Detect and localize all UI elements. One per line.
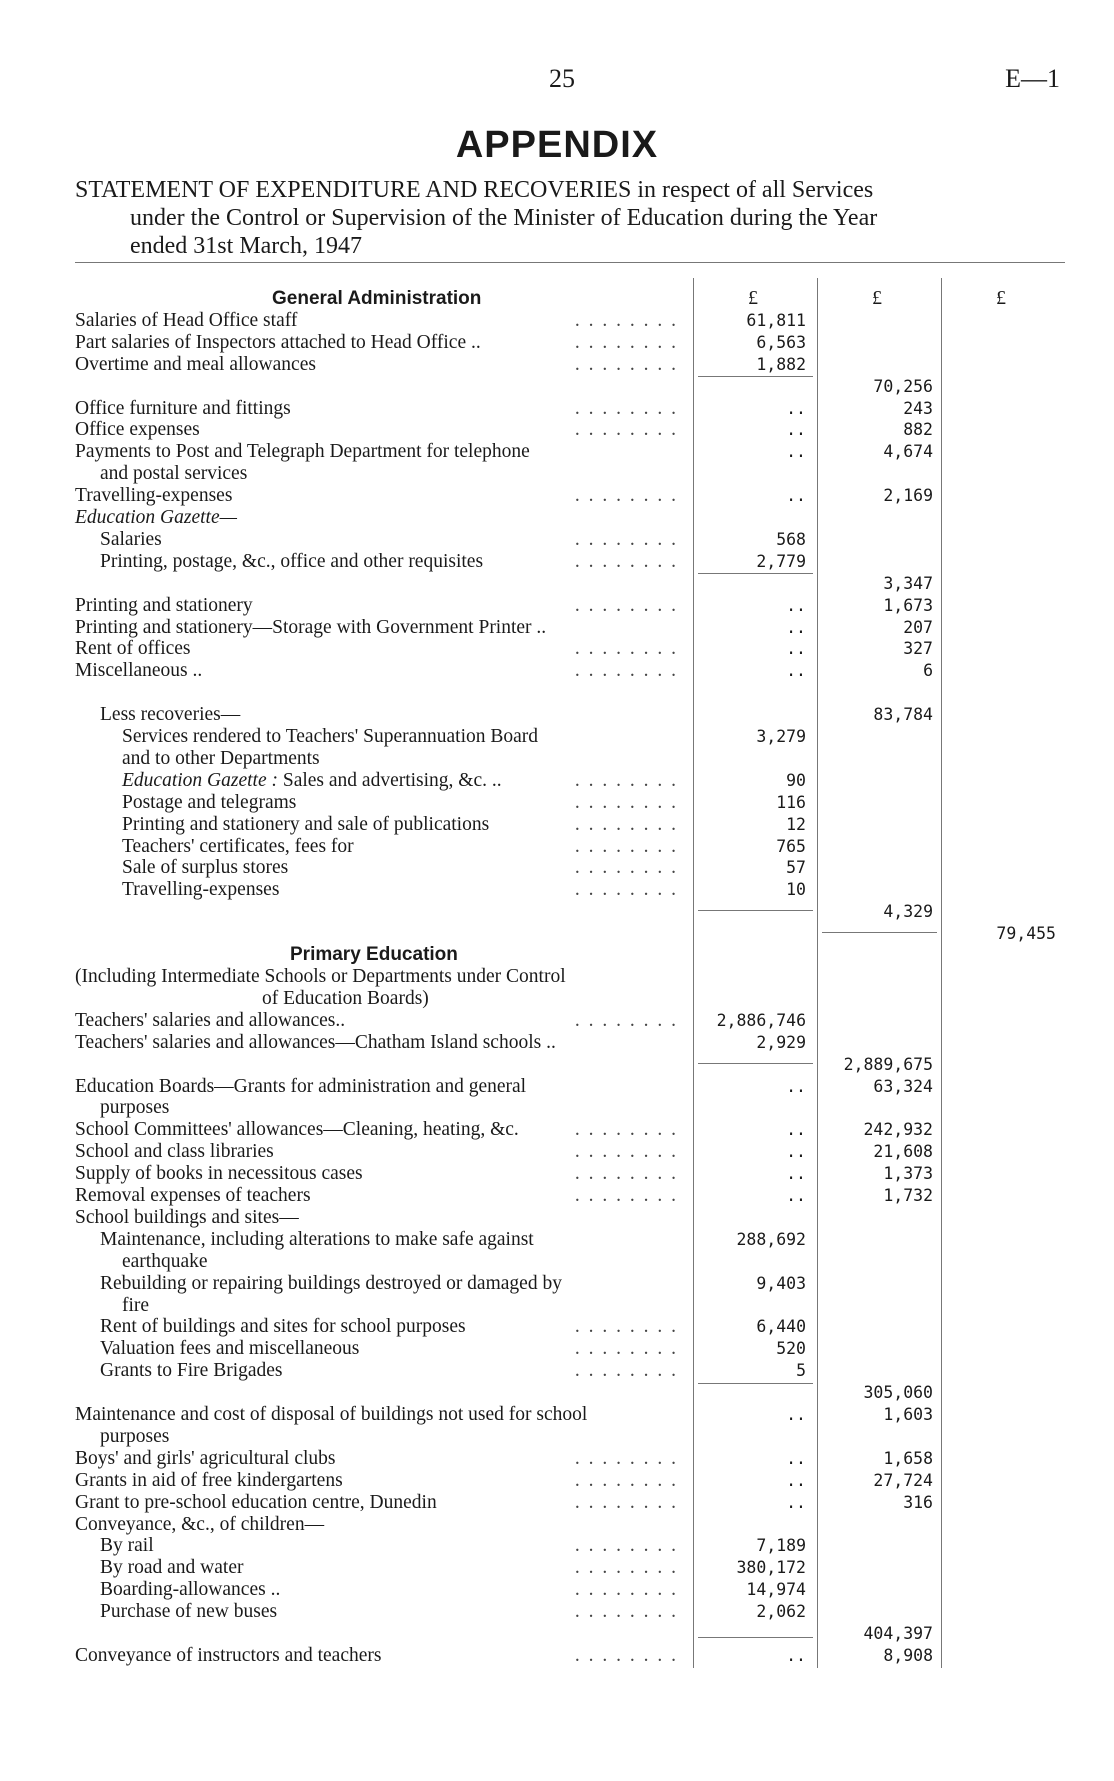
leader-dots: . . . . . . . . — [574, 1010, 678, 1031]
table-row — [0, 1470, 1114, 1492]
table-row — [0, 879, 1114, 901]
leader-dots: . . . . . . . . — [574, 551, 678, 572]
table-row — [0, 1119, 1114, 1141]
table-row — [0, 923, 1114, 945]
leader-dots: . . . . . . . . — [574, 595, 678, 616]
table-row — [0, 1251, 1114, 1273]
amount-c2: 1,603 — [883, 1405, 933, 1424]
row-label: Education Gazette : Sales and advertising, &c. .. — [122, 770, 502, 791]
amount-c1: 2,886,746 — [716, 1011, 806, 1030]
row-label: Conveyance of instructors and teachers — [75, 1645, 382, 1666]
row-label: and to other Departments — [122, 748, 320, 769]
table-row — [0, 836, 1114, 858]
leader-dots: . . . . . . . . — [574, 792, 678, 813]
table-row — [0, 1295, 1114, 1317]
table-row — [0, 1338, 1114, 1360]
row-label: School buildings and sites— — [75, 1207, 299, 1228]
amount-c3: 79,455 — [996, 924, 1056, 943]
table-row — [0, 332, 1114, 354]
amount-c2: 404,397 — [863, 1624, 933, 1643]
row-label: Postage and telegrams — [122, 792, 297, 813]
amount-c1: 288,692 — [736, 1230, 806, 1249]
leader-dots: . . . . . . . . — [574, 354, 678, 375]
table-row — [0, 857, 1114, 879]
amount-c1: 9,403 — [756, 1274, 806, 1293]
row-label: purposes — [100, 1426, 170, 1447]
table-row — [0, 419, 1114, 441]
table-row — [0, 1229, 1114, 1251]
table-row — [0, 1557, 1114, 1579]
amount-c2: 1,732 — [883, 1186, 933, 1205]
table-row — [0, 1032, 1114, 1054]
amount-c2: 327 — [903, 639, 933, 658]
table-row — [0, 1404, 1114, 1426]
row-label: Services rendered to Teachers' Superannuation Board — [122, 726, 539, 747]
leader-dots: . . . . . . . . — [574, 1119, 678, 1140]
table-row — [0, 1426, 1114, 1448]
table-row — [0, 901, 1114, 923]
amount-c2: 2,889,675 — [843, 1055, 933, 1074]
amount-c1: 61,811 — [746, 311, 806, 330]
amount-c2: 27,724 — [873, 1471, 933, 1490]
table-row — [0, 595, 1114, 617]
amount-c1: .. — [786, 1142, 806, 1161]
amount-c1: 568 — [776, 530, 806, 549]
leader-dots: . . . . . . . . — [574, 310, 678, 331]
table-row — [0, 551, 1114, 573]
row-label: Grants to Fire Brigades — [100, 1360, 283, 1381]
amount-c1: 10 — [786, 880, 806, 899]
table-row — [0, 507, 1114, 529]
amount-c1: .. — [786, 420, 806, 439]
row-label: and postal services — [100, 463, 248, 484]
amount-c1: 90 — [786, 771, 806, 790]
leader-dots: . . . . . . . . — [574, 1492, 678, 1513]
row-label: By rail — [100, 1535, 154, 1556]
row-label: Grants in aid of free kindergartens — [75, 1470, 343, 1491]
subtotal-rule — [698, 376, 813, 377]
row-label: Maintenance, including alterations to make safe against — [100, 1229, 534, 1250]
amount-c1: .. — [786, 661, 806, 680]
amount-c1: 765 — [776, 837, 806, 856]
subtotal-rule — [698, 910, 813, 911]
leader-dots: . . . . . . . . — [574, 1579, 678, 1600]
table-row — [0, 1141, 1114, 1163]
table-row — [0, 376, 1114, 398]
subtitle-line-1: STATEMENT OF EXPENDITURE AND RECOVERIES in respect of all Services — [75, 177, 874, 203]
row-label: Maintenance and cost of disposal of buildings not used for school — [75, 1404, 588, 1425]
amount-c2: 83,784 — [873, 705, 933, 724]
row-label: Education Boards—Grants for administration and general — [75, 1076, 527, 1097]
leader-dots: . . . . . . . . — [574, 814, 678, 835]
table-row — [0, 748, 1114, 770]
table-row — [0, 1010, 1114, 1032]
table-row — [0, 1360, 1114, 1382]
row-label: School Committees' allowances—Cleaning, heating, &c. — [75, 1119, 519, 1140]
amount-c1: 116 — [776, 793, 806, 812]
table-row — [0, 726, 1114, 748]
row-label: Office furniture and fittings — [75, 398, 291, 419]
amount-c1: .. — [786, 1186, 806, 1205]
table-row — [0, 1601, 1114, 1623]
amount-c1: 2,062 — [756, 1602, 806, 1621]
amount-c1: 380,172 — [736, 1558, 806, 1577]
leader-dots: . . . . . . . . — [574, 398, 678, 419]
table-row — [0, 966, 1114, 988]
table-row — [0, 1579, 1114, 1601]
amount-c2: 207 — [903, 618, 933, 637]
table-row — [0, 529, 1114, 551]
leader-dots: . . . . . . . . — [574, 1448, 678, 1469]
row-label: Travelling-expenses — [75, 485, 233, 506]
amount-c1: .. — [786, 1164, 806, 1183]
amount-c2: 316 — [903, 1493, 933, 1512]
leader-dots: . . . . . . . . — [574, 1645, 678, 1666]
table-row — [0, 485, 1114, 507]
amount-c2: 6 — [923, 661, 933, 680]
row-label: Salaries of Head Office staff — [75, 310, 298, 331]
subtotal-rule — [698, 1637, 813, 1638]
table-row — [0, 398, 1114, 420]
table-row — [0, 1623, 1114, 1645]
table-row — [0, 638, 1114, 660]
amount-c1: .. — [786, 399, 806, 418]
row-label: Travelling-expenses — [122, 879, 280, 900]
amount-c1: 14,974 — [746, 1580, 806, 1599]
row-label: Valuation fees and miscellaneous — [100, 1338, 360, 1359]
amount-c1: .. — [786, 1646, 806, 1665]
table-row — [0, 792, 1114, 814]
amount-c1: .. — [786, 596, 806, 615]
amount-c2: 305,060 — [863, 1383, 933, 1402]
row-label: Education Gazette— — [75, 507, 237, 528]
amount-c1: 7,189 — [756, 1536, 806, 1555]
row-label: Printing and stationery — [75, 595, 253, 616]
table-row — [0, 1492, 1114, 1514]
table-row — [0, 660, 1114, 682]
row-label: Purchase of new buses — [100, 1601, 278, 1622]
subtotal-rule — [822, 932, 937, 933]
amount-c1: 2,779 — [756, 552, 806, 571]
page-reference: E—1 — [1005, 64, 1060, 93]
amount-c2: 21,608 — [873, 1142, 933, 1161]
amount-c1: .. — [786, 1471, 806, 1490]
row-label: Boarding-allowances .. — [100, 1579, 281, 1600]
row-label: School and class libraries — [75, 1141, 274, 1162]
amount-c2: 882 — [903, 420, 933, 439]
page-number: 25 — [549, 64, 575, 93]
leader-dots: . . . . . . . . — [574, 419, 678, 440]
amount-c2: 1,658 — [883, 1449, 933, 1468]
amount-c2: 242,932 — [863, 1120, 933, 1139]
row-label: Rebuilding or repairing buildings destroyed or damaged by — [100, 1273, 562, 1294]
section-heading-primary-education: Primary Education — [290, 944, 458, 965]
row-label: of Education Boards) — [262, 988, 429, 1009]
table-row — [0, 1316, 1114, 1338]
header-rule — [75, 262, 1065, 263]
amount-c1: 12 — [786, 815, 806, 834]
leader-dots: . . . . . . . . — [574, 770, 678, 791]
amount-c1: .. — [786, 1120, 806, 1139]
table-row — [0, 1514, 1114, 1536]
amount-c1: .. — [786, 1493, 806, 1512]
leader-dots: . . . . . . . . — [574, 1141, 678, 1162]
table-row — [0, 1054, 1114, 1076]
leader-dots: . . . . . . . . — [574, 529, 678, 550]
table-row — [0, 1076, 1114, 1098]
row-label: Payments to Post and Telegraph Department for telephone — [75, 441, 530, 462]
table-row — [0, 814, 1114, 836]
amount-c2: 4,329 — [883, 902, 933, 921]
amount-c1: .. — [786, 1077, 806, 1096]
amount-c1: 2,929 — [756, 1033, 806, 1052]
row-label: Teachers' salaries and allowances—Chatham Island schools .. — [75, 1032, 556, 1053]
amount-c2: 4,674 — [883, 442, 933, 461]
table-row — [0, 770, 1114, 792]
leader-dots: . . . . . . . . — [574, 332, 678, 353]
table-row — [0, 617, 1114, 639]
row-label: Grant to pre-school education centre, Dunedin — [75, 1492, 437, 1513]
row-label: Printing and stationery—Storage with Government Printer .. — [75, 617, 547, 638]
row-label: Less recoveries— — [100, 704, 241, 725]
leader-dots: . . . . . . . . — [574, 1338, 678, 1359]
amount-c1: .. — [786, 1405, 806, 1424]
page-title: APPENDIX — [455, 124, 659, 166]
amount-c1: 1,882 — [756, 355, 806, 374]
row-label: Supply of books in necessitous cases — [75, 1163, 363, 1184]
subtotal-rule — [698, 1063, 813, 1064]
row-label: earthquake — [122, 1251, 208, 1272]
amount-c1: 6,563 — [756, 333, 806, 352]
row-label: Teachers' salaries and allowances.. — [75, 1010, 346, 1031]
amount-c1: 57 — [786, 858, 806, 877]
amount-c1: 5 — [796, 1361, 806, 1380]
row-label: Office expenses — [75, 419, 200, 440]
table-row — [0, 1185, 1114, 1207]
row-label: Teachers' certificates, fees for — [122, 836, 354, 857]
row-label: purposes — [100, 1097, 170, 1118]
amount-c2: 243 — [903, 399, 933, 418]
row-label: Miscellaneous .. — [75, 660, 203, 681]
amount-c2: 3,347 — [883, 574, 933, 593]
leader-dots: . . . . . . . . — [574, 1163, 678, 1184]
subtotal-rule — [698, 573, 813, 574]
leader-dots: . . . . . . . . — [574, 485, 678, 506]
table-row — [0, 1163, 1114, 1185]
amount-c1: .. — [786, 618, 806, 637]
currency-header-col3: £ — [996, 287, 1006, 309]
section-heading-general-administration: General Administration — [272, 288, 482, 309]
leader-dots: . . . . . . . . — [574, 660, 678, 681]
table-row — [0, 1207, 1114, 1229]
table-row — [0, 1535, 1114, 1557]
amount-c2: 1,673 — [883, 596, 933, 615]
amount-c2: 2,169 — [883, 486, 933, 505]
leader-dots: . . . . . . . . — [574, 836, 678, 857]
amount-c1: 520 — [776, 1339, 806, 1358]
table-row — [0, 310, 1114, 332]
table-row — [0, 573, 1114, 595]
table-row — [0, 988, 1114, 1010]
table-row — [0, 1382, 1114, 1404]
row-label: (Including Intermediate Schools or Departments under Control — [75, 966, 566, 987]
row-label: Sale of surplus stores — [122, 857, 289, 878]
row-label: fire — [122, 1295, 150, 1316]
table-row — [0, 682, 1114, 704]
row-label: Rent of buildings and sites for school purposes — [100, 1316, 466, 1337]
leader-dots: . . . . . . . . — [574, 1535, 678, 1556]
row-label: Printing, postage, &c., office and other requisites — [100, 551, 484, 572]
amount-c1: .. — [786, 639, 806, 658]
leader-dots: . . . . . . . . — [574, 638, 678, 659]
currency-header-col2: £ — [872, 287, 882, 309]
table-row — [0, 1645, 1114, 1667]
table-row — [0, 1097, 1114, 1119]
leader-dots: . . . . . . . . — [574, 1470, 678, 1491]
amount-c2: 8,908 — [883, 1646, 933, 1665]
leader-dots: . . . . . . . . — [574, 879, 678, 900]
leader-dots: . . . . . . . . — [574, 857, 678, 878]
leader-dots: . . . . . . . . — [574, 1601, 678, 1622]
row-label: Overtime and meal allowances — [75, 354, 316, 375]
row-label: Removal expenses of teachers — [75, 1185, 311, 1206]
row-label: Printing and stationery and sale of publications — [122, 814, 490, 835]
row-label: Conveyance, &c., of children— — [75, 1514, 325, 1535]
amount-c2: 1,373 — [883, 1164, 933, 1183]
table-row — [0, 463, 1114, 485]
row-label: Boys' and girls' agricultural clubs — [75, 1448, 336, 1469]
table-row — [0, 1448, 1114, 1470]
amount-c1: .. — [786, 486, 806, 505]
leader-dots: . . . . . . . . — [574, 1557, 678, 1578]
row-label: Rent of offices — [75, 638, 191, 659]
table-row — [0, 1273, 1114, 1295]
amount-c1: .. — [786, 1449, 806, 1468]
amount-c2: 63,324 — [873, 1077, 933, 1096]
subtotal-rule — [698, 1383, 813, 1384]
row-label: Part salaries of Inspectors attached to Head Office .. — [75, 332, 481, 353]
table-row — [0, 704, 1114, 726]
table-row — [0, 441, 1114, 463]
amount-c1: .. — [786, 442, 806, 461]
leader-dots: . . . . . . . . — [574, 1316, 678, 1337]
row-label: By road and water — [100, 1557, 244, 1578]
table-row — [0, 354, 1114, 376]
leader-dots: . . . . . . . . — [574, 1360, 678, 1381]
row-label: Salaries — [100, 529, 162, 550]
subtitle-line-3: ended 31st March, 1947 — [130, 233, 362, 259]
amount-c1: 3,279 — [756, 727, 806, 746]
leader-dots: . . . . . . . . — [574, 1185, 678, 1206]
amount-c2: 70,256 — [873, 377, 933, 396]
amount-c1: 6,440 — [756, 1317, 806, 1336]
subtitle-line-2: under the Control or Supervision of the Minister of Education during the Year — [130, 205, 878, 231]
currency-header-col1: £ — [748, 287, 758, 309]
